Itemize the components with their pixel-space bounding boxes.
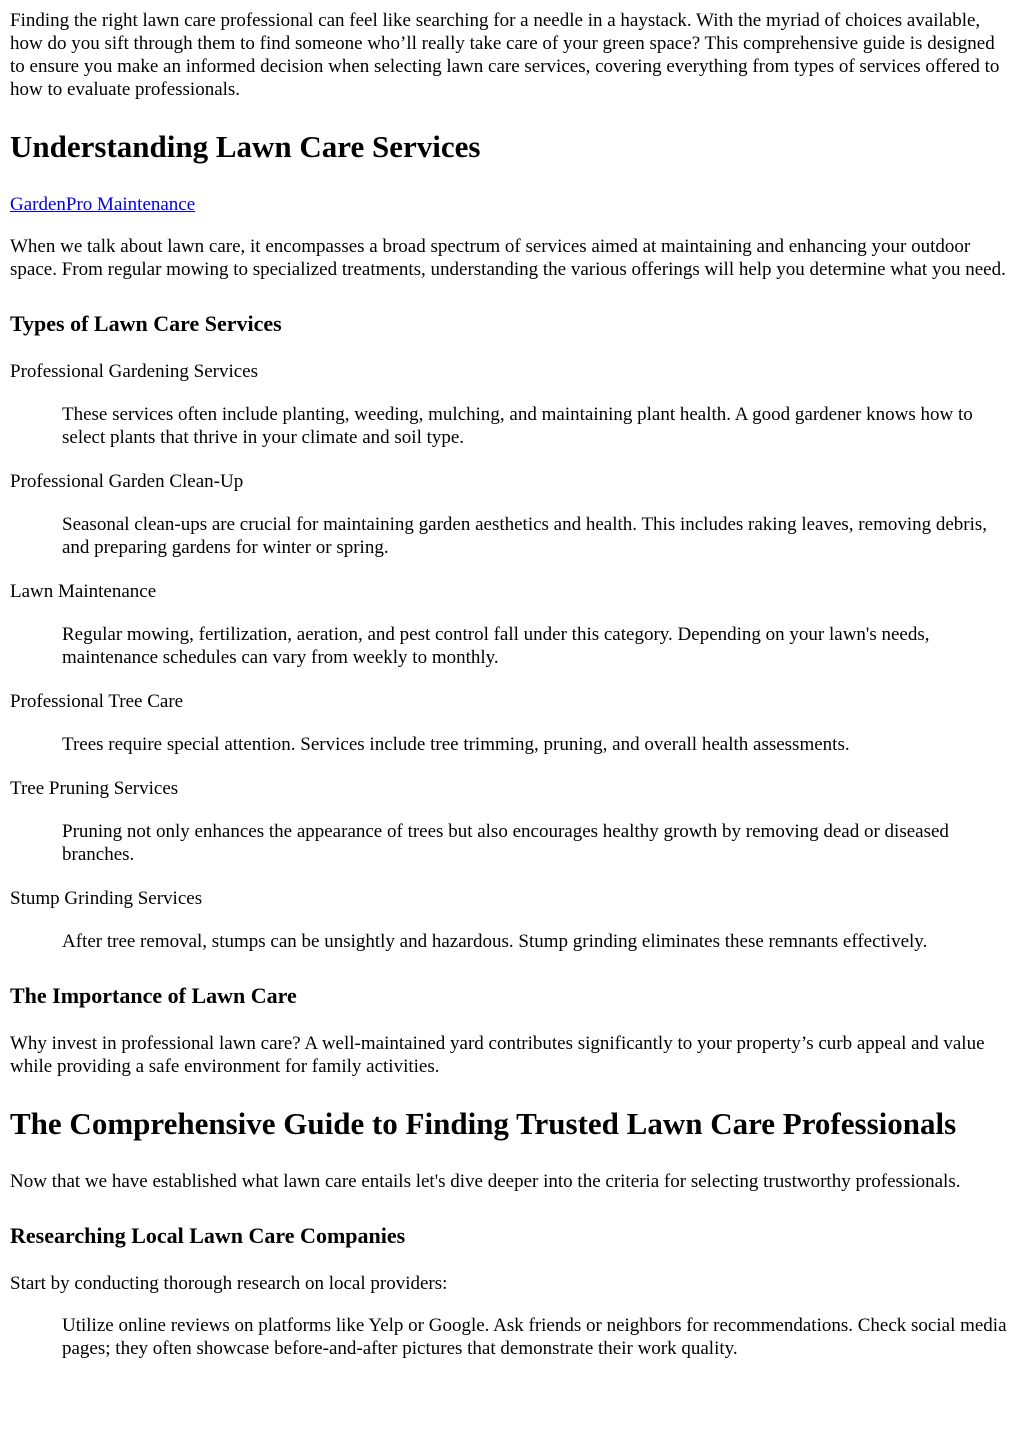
link-paragraph [10, 193, 1010, 216]
service-term: Lawn Maintenance [10, 581, 157, 602]
understanding-paragraph: When we talk about lawn care, it encompasses a broad spectrum of services aimed at maintaining and enhancing your outdoor space. From regular mowing to specialized treatments, understanding the various offerings will help you determine what you need. [10, 236, 1006, 280]
service-description: Regular mowing, fertilization, aeration, and pest control fall under this category. Depending on your lawn's needs, maintenance schedules can vary from weekly to monthly. [62, 624, 930, 668]
services-list [10, 360, 1010, 953]
service-term: Professional Gardening Services [10, 361, 258, 382]
service-description: These services often include planting, weeding, mulching, and maintaining plant health. A good gardener knows how to select plants that thrive in your climate and soil type. [62, 404, 973, 448]
research-paragraph: Start by conducting thorough research on local providers: [10, 1273, 448, 1294]
research-tips: Utilize online reviews on platforms like Yelp or Google. Ask friends or neighbors for recommendations. Check social media pages; they often showcase before-and-after pictures that demonstrate their work quality. [62, 1315, 1007, 1359]
intro-paragraph: Finding the right lawn care professional can feel like searching for a needle in a haystack. With the myriad of choices available, how do you sift through them to find someone who’ll really take care of your green space? This comprehensive guide is designed to ensure you make an informed decision when selecting lawn care services, covering everything from types of services offered to how to evaluate professionals. [10, 10, 1000, 100]
service-term: Tree Pruning Services [10, 778, 179, 799]
service-term: Professional Tree Care [10, 691, 184, 712]
heading-importance: The Importance of Lawn Care [10, 983, 297, 1008]
service-description: Trees require special attention. Services include tree trimming, pruning, and overall health assessments. [62, 734, 850, 755]
heading-understanding-lawn-care: Understanding Lawn Care Services [10, 129, 481, 164]
service-description: After tree removal, stumps can be unsightly and hazardous. Stump grinding eliminates these remnants effectively. [62, 931, 928, 952]
heading-comprehensive-guide: The Comprehensive Guide to Finding Trusted Lawn Care Professionals [10, 1106, 957, 1141]
service-description: Seasonal clean-ups are crucial for maintaining garden aesthetics and health. This includes raking leaves, removing debris, and preparing gardens for winter or spring. [62, 514, 988, 558]
importance-paragraph: Why invest in professional lawn care? A well-maintained yard contributes significantly to your property’s curb appeal and value while providing a safe environment for family activities. [10, 1033, 985, 1077]
heading-types-of-services: Types of Lawn Care Services [10, 311, 282, 336]
service-description: Pruning not only enhances the appearance of trees but also encourages healthy growth by removing dead or diseased branches. [62, 821, 949, 865]
guide-paragraph: Now that we have established what lawn care entails let's dive deeper into the criteria for selecting trustworthy professionals. [10, 1171, 961, 1192]
service-term: Stump Grinding Services [10, 888, 203, 909]
heading-researching: Researching Local Lawn Care Companies [10, 1223, 406, 1248]
gardenpro-maintenance-link[interactable]: GardenPro Maintenance [10, 194, 196, 215]
service-term: Professional Garden Clean-Up [10, 471, 244, 492]
